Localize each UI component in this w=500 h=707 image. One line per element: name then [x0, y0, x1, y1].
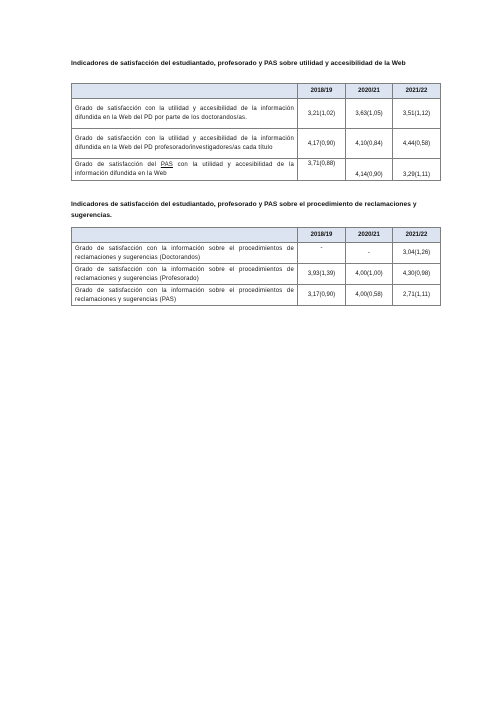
row-label-part: Grado de satisfacción del [75, 162, 161, 168]
column-header: 2018/19 [298, 228, 346, 243]
column-header: 2018/19 [298, 84, 346, 99]
table-row [72, 159, 441, 181]
section2-title: Indicadores de satisfacción del estudiantado, profesorado y PAS sobre el procedimiento de reclamaciones y sugerencias. [71, 201, 417, 219]
value-cell: 2,71(1,11) [393, 285, 441, 306]
value-cell: 4,30(0,98) [393, 264, 441, 285]
row-label-part: con la utilidad y accesibilidad de la información difundida en la Web [75, 162, 295, 177]
value-cell: 3,17(0,90) [298, 285, 346, 306]
table-row [72, 264, 441, 285]
value-cell: 4,00(1,00) [346, 264, 393, 285]
column-header: 2020/21 [346, 228, 393, 243]
value-cell: 3,51(1,12) [393, 99, 441, 129]
table-row [72, 285, 441, 306]
value-cell: 4,17(0,90) [298, 129, 346, 159]
row-label: Grado de satisfacción con la utilidad y accesibilidad de la información difundida en la Web del PD por parte de los doctorandos/as. [72, 99, 298, 129]
row-label: Grado de satisfacción con la información sobre el procedimientos de reclamaciones y sugerencias (Doctorandos) [72, 243, 298, 264]
value-cell: 3,29(1,11) [393, 159, 441, 181]
table-row [72, 129, 441, 159]
value-cell: 4,44(0,58) [393, 129, 441, 159]
value-cell: 3,71(0,88) [298, 159, 346, 181]
value-cell: 3,63(1,05) [346, 99, 393, 129]
value-cell: 4,00(0,58) [346, 285, 393, 306]
section1-title: Indicadores de satisfacción del estudiantado, profesorado y PAS sobre utilidad y accesibilidad de la Web [71, 60, 406, 67]
value-cell: 4,10(0,84) [346, 129, 393, 159]
table-row [72, 243, 441, 264]
value-cell: - [298, 243, 346, 264]
column-header: 2021/22 [393, 228, 441, 243]
table-row [72, 99, 441, 129]
table-header-row [72, 84, 441, 99]
row-label: Grado de satisfacción con la información sobre el procedimientos de reclamaciones y sugerencias (Profesorado) [72, 264, 298, 285]
value-cell: 4,14(0,90) [346, 159, 393, 181]
column-header: 2021/22 [393, 84, 441, 99]
pas-abbreviation: PAS [160, 162, 173, 168]
value-cell: 3,21(1,02) [298, 99, 346, 129]
header-blank-cell [72, 228, 298, 243]
table-header-row [72, 228, 441, 243]
value-cell: 3,04(1,26) [393, 243, 441, 264]
complaints-satisfaction-table [71, 227, 441, 306]
row-label [72, 159, 298, 181]
row-label: Grado de satisfacción con la información sobre el procedimientos de reclamaciones y sugerencias (PAS) [72, 285, 298, 306]
header-blank-cell [72, 84, 298, 99]
value-cell: 3,93(1,39) [298, 264, 346, 285]
row-label: Grado de satisfacción con la utilidad y accesibilidad de la información difundida en la Web del PD profesorado/investigadores/as cada título [72, 129, 298, 159]
column-header: 2020/21 [346, 84, 393, 99]
value-cell: - [346, 243, 393, 264]
web-satisfaction-table [71, 83, 441, 181]
